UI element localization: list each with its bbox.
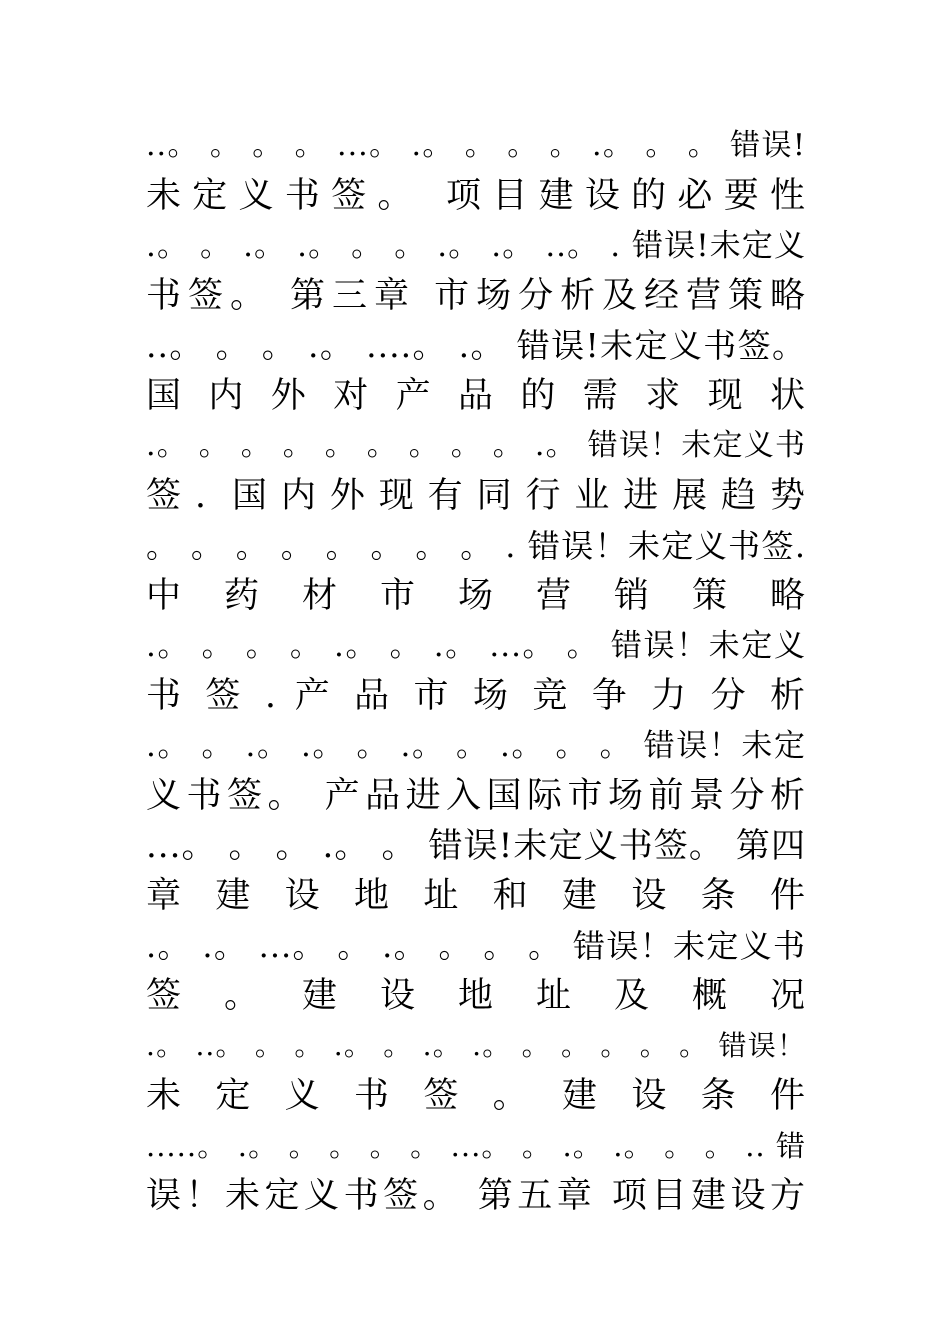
text-line: 国 内 外 对 产 品 的 需 求 现 状: [146, 376, 806, 416]
text-line: 章 建 设 地 址 和 建 设 条 件: [146, 876, 806, 916]
text-line: .。 。 。 。 .。 。 .。 ...。 。 错误！未定义: [146, 628, 806, 664]
text-line: 。 。 。 。 。 。 。 。 . 错误！未定义书签.: [146, 527, 806, 565]
text-line: .。 ..。 。 。 .。 。 .。 .。 。 。 。 。 。 错误！: [146, 1029, 807, 1062]
text-line: 签 。 建 设 地 址 及 概 况: [146, 976, 806, 1016]
text-line: ...。 。 。 .。 。 错误!未定义书签。 第四: [146, 826, 806, 866]
text-line: .。 。 .。 .。 。 。 .。 .。 ..。 . 错误!未定义: [146, 228, 806, 264]
text-line: 未 定 义 书 签 。 建 设 条 件: [146, 1076, 806, 1116]
text-line: 义书签。 产品进入国际市场前景分析: [146, 776, 806, 816]
text-line: ..。 。 。 。 ...。 .。 。 。 。 .。 。 。 错误!: [146, 128, 806, 163]
text-line: .。 .。 ...。 。 .。 。 。 。 错误！未定义书: [146, 927, 806, 965]
text-line: 误！未定义书签。 第五章 项目建设方: [146, 1176, 806, 1216]
text-line: 未定义书签。 项目建设的必要性: [146, 176, 806, 216]
text-line: 书签。 第三章 市场分析及经营策略: [146, 276, 806, 316]
text-line: .....。 .。 。 。 。 。 ...。 。 .。 .。 。 。 .. 错: [146, 1129, 806, 1163]
text-line: 中 药 材 市 场 营 销 策 略: [146, 576, 806, 616]
text-line: .。 。 。 。 。 。 。 。 。 .。 错误！未定义书: [146, 428, 806, 463]
text-line: .。 。 .。 .。 。 .。 。 .。 。 。 错误！未定: [146, 728, 806, 764]
text-line: ..。 。 。 .。 ....。 .。 错误!未定义书签。: [146, 326, 806, 365]
text-line: 签. 国内外现有同行业进展趋势: [146, 476, 806, 516]
text-line: 书 签 . 产 品 市 场 竞 争 力 分 析: [146, 676, 806, 716]
toc-text-block: [146, 121, 806, 1221]
